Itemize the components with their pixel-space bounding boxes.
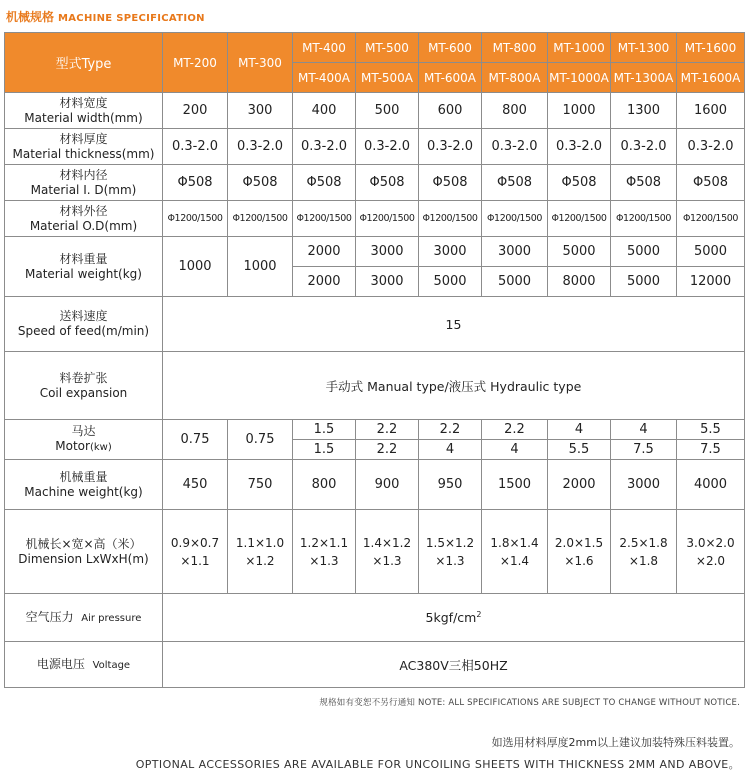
cell-weight-top: 5000	[677, 237, 745, 267]
row-label-en: Coil expansion	[39, 385, 128, 400]
header-model-a: MT-400A	[293, 63, 356, 93]
header-model-a: MT-800A	[482, 63, 548, 93]
cell-weight-bottom: 5000	[419, 267, 482, 297]
row-label-en	[5, 439, 162, 455]
header-model: MT-500	[356, 33, 419, 63]
cell-width: 400	[293, 93, 356, 129]
cell-weight-bottom: 12000	[677, 267, 745, 297]
row-label-cn: 机械长×宽×高（米）	[25, 536, 142, 551]
air-value: 5kgf/cm	[425, 610, 477, 626]
cell-width: 500	[356, 93, 419, 129]
cell-thickness: 0.3-2.0	[356, 129, 419, 165]
cell-weight-bottom: 5000	[482, 267, 548, 297]
table-row	[5, 129, 745, 165]
header-model-a: MT-1000A	[548, 63, 611, 93]
cell-air	[163, 594, 745, 642]
cell-od: Φ1200/1500	[548, 201, 611, 237]
row-label-en: Dimension LxWxH(m)	[18, 551, 149, 566]
dimension-line1: 1.5×1.2	[425, 535, 475, 550]
row-label-thickness	[5, 129, 163, 165]
header-model: MT-800	[482, 33, 548, 63]
cell-id: Φ508	[163, 165, 228, 201]
row-label-en: Speed of feed(m/min)	[17, 324, 150, 338]
row-label-cn: 材料外径	[59, 203, 108, 218]
table-row	[5, 297, 745, 352]
cell-motor-bottom: 5.5	[548, 440, 611, 460]
cell-motor-bottom: 7.5	[677, 440, 745, 460]
table-row	[5, 510, 745, 594]
cell-dimension	[163, 510, 228, 594]
cell-machine_weight: 1500	[482, 460, 548, 510]
table-row	[5, 93, 745, 129]
header-model: MT-200	[163, 33, 228, 93]
dimension-line1: 1.1×1.0	[235, 535, 285, 550]
header-type: 型式Type	[5, 33, 163, 93]
cell-weight-top: 3000	[356, 237, 419, 267]
dimension-line1: 3.0×2.0	[686, 535, 735, 550]
header-model: MT-1000	[548, 33, 611, 63]
row-label-cn: 材料宽度	[59, 95, 108, 110]
title-en: MACHINE SPECIFICATION	[58, 13, 205, 24]
cell-id: Φ508	[611, 165, 677, 201]
row-label-en: Material thickness(mm)	[12, 146, 155, 161]
cell-machine_weight: 800	[293, 460, 356, 510]
header-model-a: MT-1300A	[611, 63, 677, 93]
row-label-id	[5, 165, 163, 201]
row-label-cn: 材料厚度	[59, 131, 108, 146]
cell-motor-top: 4	[611, 420, 677, 440]
cell-dimension	[228, 510, 293, 594]
cell-motor-top: 2.2	[482, 420, 548, 440]
cell-thickness: 0.3-2.0	[548, 129, 611, 165]
header-model: MT-300	[228, 33, 293, 93]
cell-motor-top: 2.2	[356, 420, 419, 440]
row-label-cn: 送料速度	[59, 309, 108, 323]
dimension-line2: ×1.1	[180, 553, 210, 568]
cell-dimension	[482, 510, 548, 594]
cell-weight-bottom: 2000	[293, 267, 356, 297]
dimension-line2: ×1.6	[564, 553, 594, 568]
cell-od: Φ1200/1500	[356, 201, 419, 237]
cell-motor: 0.75	[163, 420, 228, 460]
dimension-line1: 2.0×1.5	[554, 535, 604, 550]
table-row	[5, 165, 745, 201]
row-label-cn: 马达	[71, 424, 96, 438]
table-row	[5, 594, 745, 642]
row-label-en: Machine weight(kg)	[24, 484, 143, 499]
cell-dimension	[356, 510, 419, 594]
cell-motor-top: 5.5	[677, 420, 745, 440]
dimension-line2: ×1.3	[309, 553, 339, 568]
dimension-line2: ×1.4	[499, 553, 530, 568]
dimension-line1: 1.8×1.4	[490, 535, 539, 550]
cell-weight: 1000	[163, 237, 228, 297]
cell-thickness: 0.3-2.0	[677, 129, 745, 165]
row-label-coil	[5, 352, 163, 420]
cell-width: 200	[163, 93, 228, 129]
cell-motor-top: 1.5	[293, 420, 356, 440]
cell-machine_weight: 950	[419, 460, 482, 510]
table-row	[5, 460, 745, 510]
row-label-dimension	[5, 510, 163, 594]
row-label-en: Material weight(kg)	[25, 266, 142, 281]
header-model-a: MT-1600A	[677, 63, 745, 93]
cell-dimension	[611, 510, 677, 594]
table-row	[5, 420, 745, 440]
cell-width: 1000	[548, 93, 611, 129]
cell-dimension	[293, 510, 356, 594]
cell-weight-bottom: 8000	[548, 267, 611, 297]
cell-motor-bottom: 4	[419, 440, 482, 460]
cell-weight-top: 3000	[419, 237, 482, 267]
dimension-line1: 1.4×1.2	[362, 535, 412, 550]
cell-motor-bottom: 4	[482, 440, 548, 460]
row-label-cn: 空气压力	[25, 609, 74, 624]
cell-od: Φ1200/1500	[419, 201, 482, 237]
row-label-en: Voltage	[92, 659, 131, 671]
notice-text: 规格如有变恕不另行通知 NOTE: ALL SPECIFICATIONS ARE SUBJECT TO CHANGE WITHOUT NOTICE.	[319, 698, 740, 708]
cell-width: 1600	[677, 93, 745, 129]
cell-dimension	[548, 510, 611, 594]
row-label-cn: 材料重量	[59, 251, 108, 266]
cell-thickness: 0.3-2.0	[293, 129, 356, 165]
page-title	[6, 8, 205, 25]
dimension-line2: ×1.8	[628, 553, 659, 568]
cell-thickness: 0.3-2.0	[482, 129, 548, 165]
cell-od: Φ1200/1500	[228, 201, 293, 237]
row-label-weight	[5, 237, 163, 297]
title-cn: 机械规格	[6, 10, 55, 24]
header-model-a: MT-500A	[356, 63, 419, 93]
table-row	[5, 237, 745, 267]
cell-motor-bottom: 7.5	[611, 440, 677, 460]
header-model: MT-1300	[611, 33, 677, 63]
table-row	[5, 352, 745, 420]
cell-motor-top: 4	[548, 420, 611, 440]
cell-od: Φ1200/1500	[677, 201, 745, 237]
row-label-cn: 料卷扩张	[59, 370, 108, 385]
cell-weight-top: 3000	[482, 237, 548, 267]
row-label-od	[5, 201, 163, 237]
cell-coil: 手动式 Manual type/液压式 Hydraulic type	[163, 352, 745, 420]
cell-od: Φ1200/1500	[611, 201, 677, 237]
cell-id: Φ508	[293, 165, 356, 201]
table-row	[5, 33, 745, 63]
cell-width: 1300	[611, 93, 677, 129]
cell-thickness: 0.3-2.0	[228, 129, 293, 165]
row-label-en: Material I. D(mm)	[30, 182, 137, 197]
cell-id: Φ508	[419, 165, 482, 201]
row-label-cn: 电源电压	[36, 656, 85, 671]
cell-od: Φ1200/1500	[163, 201, 228, 237]
cell-speed: 15	[163, 297, 745, 352]
cell-id: Φ508	[228, 165, 293, 201]
air-sup: 2	[476, 609, 482, 619]
cell-machine_weight: 900	[356, 460, 419, 510]
dimension-line2: ×1.3	[435, 553, 465, 568]
cell-thickness: 0.3-2.0	[163, 129, 228, 165]
row-label-motor	[5, 420, 163, 460]
row-label-en: Air pressure	[81, 612, 142, 624]
cell-thickness: 0.3-2.0	[419, 129, 482, 165]
cell-motor-bottom: 1.5	[293, 440, 356, 460]
row-label-voltage	[5, 642, 163, 688]
cell-weight-top: 2000	[293, 237, 356, 267]
cell-weight-bottom: 3000	[356, 267, 419, 297]
cell-machine_weight: 2000	[548, 460, 611, 510]
optional-note-en: OPTIONAL ACCESSORIES ARE AVAILABLE FOR UNCOILING SHEETS WITH THICKNESS 2MM AND ABOVE。	[135, 758, 740, 771]
cell-width: 300	[228, 93, 293, 129]
header-model: MT-1600	[677, 33, 745, 63]
dimension-line2: ×1.3	[372, 553, 402, 568]
row-label-air	[5, 594, 163, 642]
header-model: MT-400	[293, 33, 356, 63]
cell-weight-top: 5000	[548, 237, 611, 267]
cell-dimension	[419, 510, 482, 594]
cell-thickness: 0.3-2.0	[611, 129, 677, 165]
dimension-line2: ×1.2	[245, 553, 275, 568]
motor-unit: (kw)	[89, 442, 112, 453]
motor-en: Motor	[55, 439, 90, 453]
cell-voltage: AC380V三相50HZ	[163, 642, 745, 688]
cell-id: Φ508	[482, 165, 548, 201]
cell-motor-top: 2.2	[419, 420, 482, 440]
cell-machine_weight: 4000	[677, 460, 745, 510]
cell-weight-bottom: 5000	[611, 267, 677, 297]
dimension-line1: 1.2×1.1	[299, 535, 349, 550]
row-label-machine_weight	[5, 460, 163, 510]
row-label-en: Material O.D(mm)	[29, 218, 138, 233]
cell-width: 800	[482, 93, 548, 129]
row-label-width	[5, 93, 163, 129]
cell-id: Φ508	[548, 165, 611, 201]
optional-note-cn: 如选用材料厚度2mm以上建议加装特殊压料装置。	[491, 736, 740, 749]
cell-motor-bottom: 2.2	[356, 440, 419, 460]
cell-machine_weight: 450	[163, 460, 228, 510]
table-row	[5, 201, 745, 237]
cell-machine_weight: 750	[228, 460, 293, 510]
cell-id: Φ508	[356, 165, 419, 201]
cell-weight-top: 5000	[611, 237, 677, 267]
row-label-en: Material width(mm)	[24, 110, 143, 125]
cell-machine_weight: 3000	[611, 460, 677, 510]
dimension-line1: 0.9×0.7	[170, 535, 220, 550]
cell-weight: 1000	[228, 237, 293, 297]
spec-table	[4, 32, 745, 688]
cell-motor: 0.75	[228, 420, 293, 460]
cell-width: 600	[419, 93, 482, 129]
table-row	[5, 642, 745, 688]
header-model: MT-600	[419, 33, 482, 63]
cell-od: Φ1200/1500	[482, 201, 548, 237]
cell-id: Φ508	[677, 165, 745, 201]
cell-od: Φ1200/1500	[293, 201, 356, 237]
row-label-cn: 材料内径	[59, 167, 108, 182]
row-label-cn: 机械重量	[59, 469, 108, 484]
dimension-line1: 2.5×1.8	[619, 535, 668, 550]
cell-dimension	[677, 510, 745, 594]
row-label-speed	[5, 297, 163, 352]
header-model-a: MT-600A	[419, 63, 482, 93]
dimension-line2: ×2.0	[695, 553, 726, 568]
